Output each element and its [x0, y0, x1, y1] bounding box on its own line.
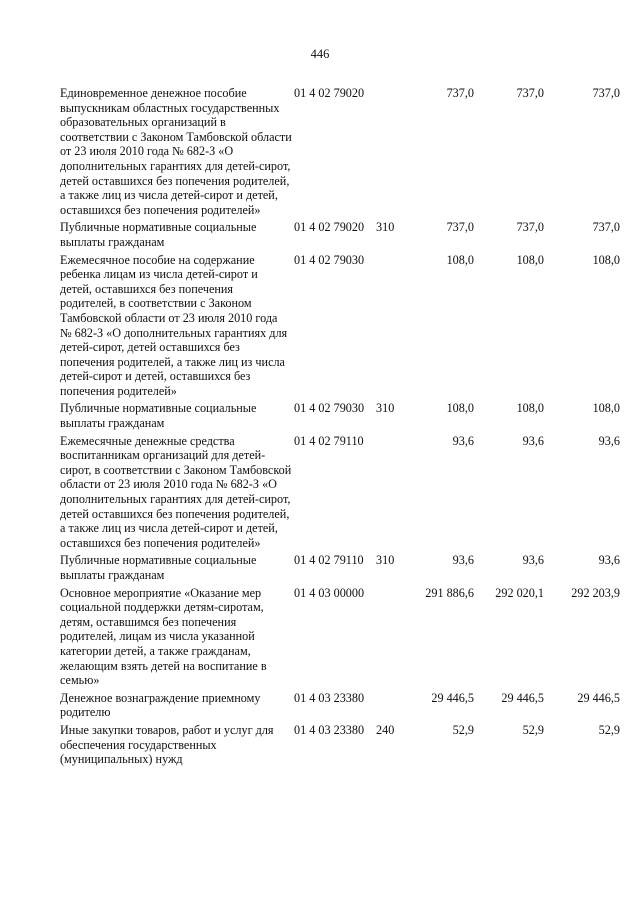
- row-code: [292, 401, 406, 416]
- row-value-2: 52,9: [522, 722, 544, 737]
- row-kbk: 01 4 02 79110: [294, 433, 364, 448]
- table-row: [60, 691, 620, 720]
- row-value-1: 291 886,6: [425, 585, 474, 600]
- row-name: Публичные нормативные социальные выплаты гражданам: [60, 220, 257, 249]
- row-value-3: 292 203,9: [571, 585, 620, 600]
- row-value-3: 52,9: [598, 722, 620, 737]
- row-value-2: 737,0: [516, 220, 544, 235]
- table-row: [60, 220, 620, 249]
- row-code: [292, 86, 406, 101]
- row-value-1: 737,0: [446, 86, 474, 100]
- row-value-1: 108,0: [446, 252, 474, 267]
- row-value-1: 93,6: [452, 553, 474, 568]
- row-value-3: 108,0: [592, 401, 620, 416]
- row-code: [292, 434, 406, 449]
- row-code: [292, 553, 406, 568]
- row-value-2: 108,0: [516, 401, 544, 416]
- row-value-3: 108,0: [592, 252, 620, 267]
- row-value-3: 29 446,5: [577, 690, 620, 705]
- row-kbk: 01 4 02 79110: [294, 553, 364, 568]
- row-kbk: 01 4 02 79020: [294, 220, 365, 235]
- row-kbk: 01 4 03 23380: [294, 722, 365, 737]
- row-code: [292, 253, 406, 268]
- row-value-1: 737,0: [446, 220, 474, 235]
- page-number: 446: [310, 47, 330, 61]
- table-row: [60, 553, 620, 582]
- table-row: [60, 586, 620, 688]
- row-value-2: 29 446,5: [501, 690, 544, 705]
- table-row: [60, 401, 620, 430]
- row-name: Публичные нормативные социальные выплаты гражданам: [60, 401, 257, 431]
- table-row: [60, 723, 620, 767]
- row-value-1: 93,6: [452, 433, 474, 448]
- row-type: 310: [376, 220, 395, 235]
- row-value-1: 29 446,5: [431, 690, 474, 705]
- row-type: 310: [376, 401, 395, 416]
- row-value-2: 108,0: [516, 252, 544, 267]
- row-code: [292, 586, 406, 601]
- row-kbk: 01 4 03 23380: [294, 690, 365, 705]
- row-code: [292, 220, 406, 235]
- row-value-1: 108,0: [446, 401, 474, 416]
- row-name: Ежемесячное пособие на содержание ребенка лицам из числа детей-сирот и детей, оставшихся без попечения родителей, в соответствии с Законом Тамбовской области от 23 июля 2010 года № 682-З «О дополнительных гарантиях для детей-сирот, детей оставшихся без попечения родителей, а также лиц из числа детей-сирот и детей, оставшихся без попечения родителей»: [60, 252, 288, 398]
- budget-table: [60, 86, 620, 770]
- row-name: Единовременное денежное пособие выпускникам областных государственных образовательных организаций в соответствии с Законом Тамбовской области от 23 июля 2010 года № 682-З «О дополнительных гарантиях для детей-сирот, детей оставшихся без попечения родителей, а также лиц из числа детей-сирот и детей, оставшихся без попечения родителей»: [60, 86, 292, 217]
- row-kbk: 01 4 02 79030: [294, 401, 365, 416]
- row-value-1: 52,9: [452, 722, 474, 737]
- row-value-2: 93,6: [522, 553, 544, 568]
- row-code: [292, 691, 406, 706]
- row-kbk: 01 4 02 79020: [294, 86, 365, 100]
- row-value-3: 93,6: [598, 553, 620, 568]
- row-type: 310: [376, 553, 395, 568]
- table-row: [60, 86, 620, 217]
- row-value-2: 93,6: [522, 433, 544, 448]
- row-name: Ежемесячные денежные средства воспитанникам организаций для детей-сирот, в соответствии с Законом Тамбовской области от 23 июля 2010 года № 682-З «О дополнительных гарантиях для детей-сирот, детей оставшихся без попечения родителей, а также лиц из числа детей-сирот и детей, оставшихся без попечения родителей»: [60, 433, 292, 550]
- row-kbk: 01 4 02 79030: [294, 252, 365, 267]
- row-type: 240: [376, 722, 395, 737]
- row-kbk: 01 4 03 00000: [294, 585, 365, 600]
- row-value-3: 93,6: [598, 433, 620, 448]
- row-name: Основное мероприятие «Оказание мер социальной поддержки детям-сиротам, детям, оставшимся без попечения родителей, лицам из числа указанной категории детей, а также гражданам, желающим взять детей на воспитание в семью»: [60, 585, 267, 688]
- table-row: [60, 253, 620, 399]
- row-value-3: 737,0: [592, 220, 620, 235]
- row-value-3: 737,0: [592, 86, 620, 100]
- table-row: [60, 434, 620, 551]
- row-name: Иные закупки товаров, работ и услуг для обеспечения государственных (муниципальных) нужд: [60, 722, 274, 767]
- row-code: [292, 723, 406, 738]
- row-name: Публичные нормативные социальные выплаты гражданам: [60, 553, 257, 582]
- row-value-2: 737,0: [516, 86, 544, 100]
- row-name: Денежное вознаграждение приемному родителю: [60, 690, 261, 720]
- row-value-2: 292 020,1: [495, 585, 544, 600]
